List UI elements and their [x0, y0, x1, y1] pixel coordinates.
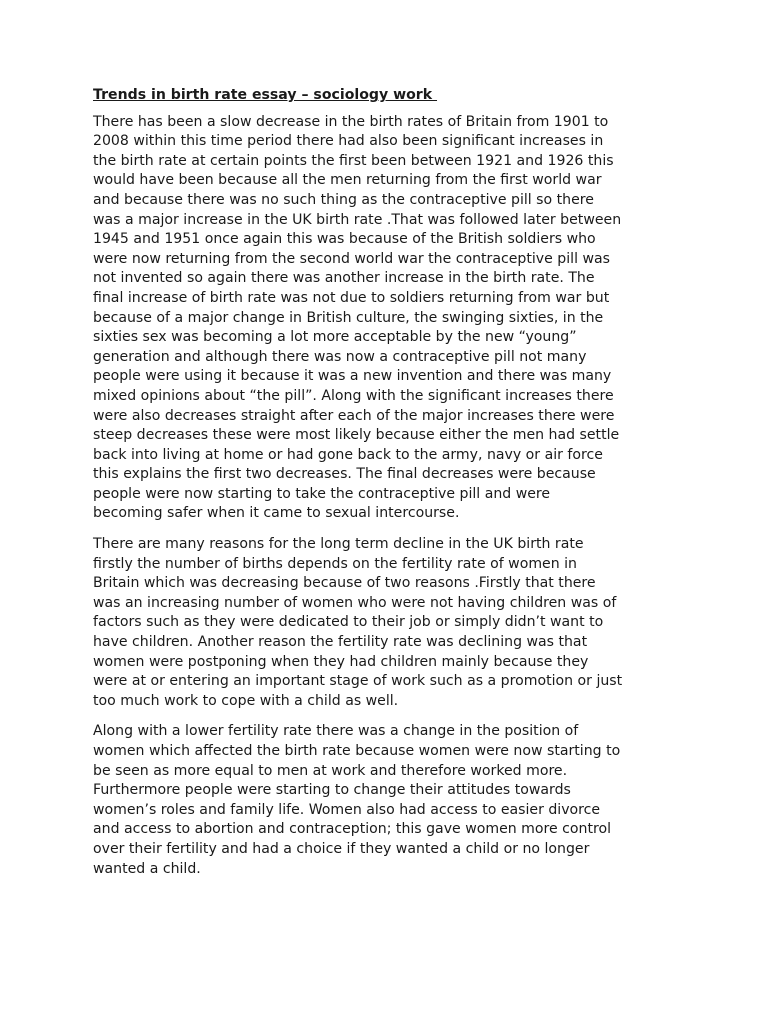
paragraph: [93, 113, 683, 524]
paragraph-line: sixties sex was becoming a lot more acceptable by the new “young”: [93, 329, 577, 346]
document-body: [93, 113, 683, 880]
paragraph-line: Furthermore people were starting to change their attitudes towards: [93, 782, 571, 799]
paragraph-line: were also decreases straight after each of the major increases there were: [93, 407, 615, 424]
paragraph-line: and because there was no such thing as the contraceptive pill so there: [93, 191, 594, 208]
document-page: [93, 86, 683, 890]
paragraph-line: Britain which was decreasing because of two reasons .Firstly that there: [93, 575, 596, 592]
paragraph-line: were now returning from the second world war the contraceptive pill was: [93, 250, 610, 267]
paragraph-line: becoming safer when it came to sexual intercourse.: [93, 505, 460, 522]
paragraph-line: over their fertility and had a choice if they wanted a child or no longer: [93, 840, 590, 857]
paragraph-line: women’s roles and family life. Women also had access to easier divorce: [93, 801, 601, 818]
paragraph-line: because of a major change in British culture, the swinging sixties, in the: [93, 309, 604, 326]
paragraph-line: be seen as more equal to men at work and therefore worked more.: [93, 762, 568, 779]
paragraph-line: steep decreases these were most likely because either the men had settle: [93, 427, 620, 444]
paragraph-line: There are many reasons for the long term decline in the UK birth rate: [93, 536, 584, 553]
paragraph-line: mixed opinions about “the pill”. Along with the significant increases there: [93, 387, 614, 404]
paragraph-line: There has been a slow decrease in the birth rates of Britain from 1901 to: [93, 113, 609, 130]
paragraph: [93, 722, 683, 879]
paragraph-line: Along with a lower fertility rate there was a change in the position of: [93, 723, 579, 740]
paragraph-line: women which affected the birth rate because women were now starting to: [93, 743, 621, 759]
paragraph-line: 2008 within this time period there had also been significant increases in: [93, 133, 604, 150]
paragraph: [93, 535, 683, 711]
document-title: Trends in birth rate essay – sociology work: [93, 87, 438, 103]
paragraph-line: and access to abortion and contraception; this gave women more control: [93, 821, 611, 838]
paragraph-line: the birth rate at certain points the first been between 1921 and 1926 this: [93, 152, 614, 169]
paragraph-line: people were using it because it was a new invention and there was many: [93, 368, 612, 385]
paragraph-line: 1945 and 1951 once again this was because of the British soldiers who: [93, 231, 596, 248]
paragraph-line: not invented so again there was another increase in the birth rate. The: [93, 270, 595, 287]
paragraph-line: women were postponing when they had children mainly because they: [93, 653, 589, 670]
paragraph-line: this explains the first two decreases. The final decreases were because: [93, 466, 596, 483]
paragraph-line: was an increasing number of women who were not having children was of: [93, 594, 617, 611]
paragraph-line: final increase of birth rate was not due to soldiers returning from war but: [93, 289, 610, 306]
paragraph-line: firstly the number of births depends on the fertility rate of women in: [93, 555, 577, 572]
paragraph-line: was a major increase in the UK birth rate .That was followed later between: [93, 211, 622, 228]
paragraph-line: factors such as they were dedicated to their job or simply didn’t want to: [93, 614, 604, 631]
paragraph-line: were at or entering an important stage of work such as a promotion or just: [93, 673, 623, 690]
paragraph-line: have children. Another reason the fertility rate was declining was that: [93, 634, 588, 651]
paragraph-line: back into living at home or had gone back to the army, navy or air force: [93, 446, 603, 463]
paragraph-line: wanted a child.: [93, 860, 201, 877]
paragraph-line: people were now starting to take the contraceptive pill and were: [93, 485, 551, 502]
paragraph-line: would have been because all the men returning from the first world war: [93, 172, 602, 189]
paragraph-line: too much work to cope with a child as well.: [93, 692, 399, 709]
paragraph-line: generation and although there was now a contraceptive pill not many: [93, 348, 587, 365]
